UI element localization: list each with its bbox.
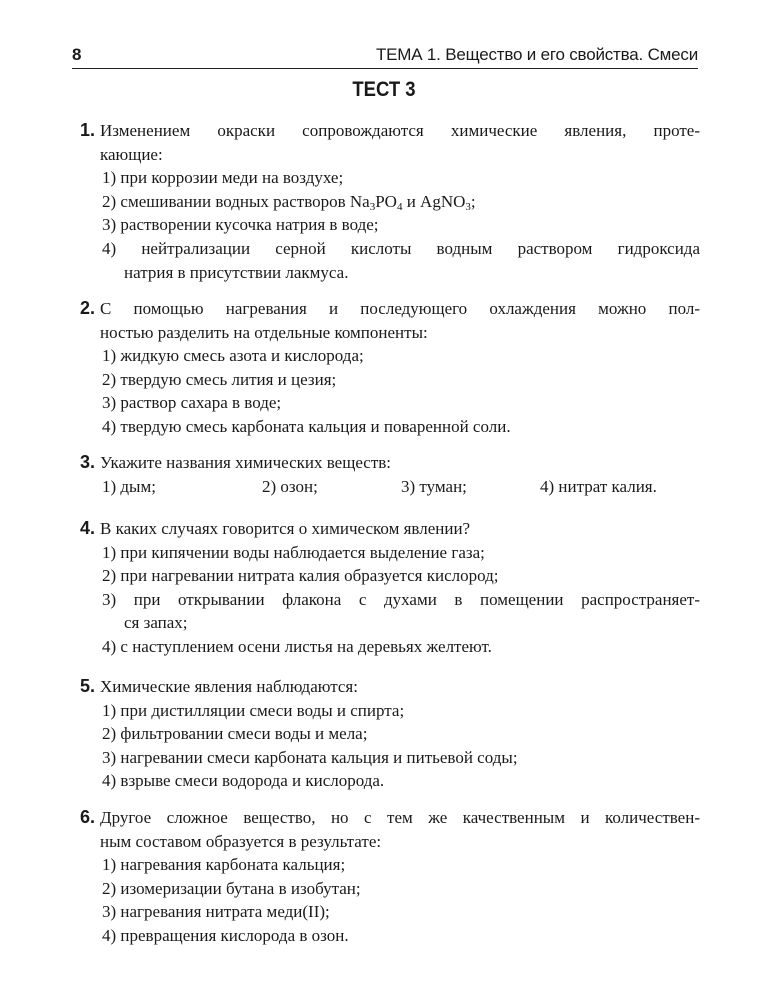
question-stem: Химические явления наблюдаются: — [100, 677, 358, 696]
answer-option: 4) нитрат калия. — [540, 476, 657, 496]
question-4 — [80, 517, 700, 659]
page-number: 8 — [72, 45, 82, 64]
running-title: ТЕМА 1. Вещество и его свойства. Смеси — [375, 45, 698, 64]
answer-option: 1) при дистилляции смеси воды и спирта; — [102, 700, 405, 720]
answer-option: 2) при нагревании нитрата калия образуется кислород; — [102, 566, 499, 586]
answer-option: 3) нагревании смеси карбоната кальция и питьевой соды; — [102, 747, 518, 767]
answer-option: 2) фильтровании смеси воды и мела; — [102, 724, 368, 744]
question-1 — [80, 119, 700, 284]
answer-option: 3) растворении кусочка натрия в воде; — [102, 215, 379, 235]
answer-option: 4) с наступлением осени листья на деревьях желтеют. — [102, 636, 492, 656]
answer-option: 3) при открывании флакона с духами в помещении распространяет- — [102, 589, 700, 609]
question-stem: Изменением окраски сопровождаются химические явления, проте- — [100, 121, 700, 140]
question-number: 6. — [80, 807, 96, 827]
question-3 — [80, 451, 700, 498]
answer-option: 3) нагревания нитрата меди(II); — [102, 902, 330, 922]
question-number: 1. — [80, 120, 96, 140]
answer-option: 4) нейтрализации серной кислоты водным раствором гидроксида — [102, 238, 700, 258]
answer-option: 2) твердую смесь лития и цезия; — [102, 369, 337, 389]
answer-option-formula: 2) смешивании водных растворов $Na_3PO_4$ и AgNO$_3$; — [102, 191, 476, 213]
page-header — [72, 40, 698, 69]
question-stem: В каких случаях говорится о химическом явлении? — [100, 519, 471, 538]
question-stem-continued: ным составом образуется в результате: — [100, 831, 382, 851]
answer-option: 1) нагревания карбоната кальция; — [102, 855, 346, 875]
answer-option-continued: натрия в присутствии лакмуса. — [124, 262, 349, 282]
question-stem-continued: ностью разделить на отдельные компоненты: — [100, 322, 428, 342]
question-5 — [80, 675, 700, 793]
answer-option: 4) взрыве смеси водорода и кислорода. — [102, 771, 385, 791]
answer-option: 4) твердую смесь карбоната кальция и поваренной соли. — [102, 416, 511, 436]
answer-option: 4) превращения кислорода в озон. — [102, 925, 349, 945]
test-title: ТЕСТ 3 — [352, 78, 416, 101]
answer-option: 1) при коррозии меди на воздухе; — [102, 168, 344, 188]
question-number: 3. — [80, 452, 96, 472]
question-number: 2. — [80, 298, 96, 318]
answer-option: 2) озон; — [262, 476, 318, 496]
question-number: 4. — [80, 518, 96, 538]
answer-option: 3) раствор сахара в воде; — [102, 393, 282, 413]
answer-option: 1) жидкую смесь азота и кислорода; — [102, 346, 364, 366]
answer-option: 1) при кипячении воды наблюдается выделение газа; — [102, 542, 485, 562]
question-2 — [80, 297, 700, 439]
question-number: 5. — [80, 676, 96, 696]
question-stem: Другое сложное вещество, но с тем же качественным и количествен- — [100, 808, 700, 827]
answer-option: 1) дым; — [102, 476, 156, 496]
question-stem: Укажите названия химических веществ: — [100, 453, 392, 472]
question-6 — [80, 806, 700, 948]
question-stem: С помощью нагревания и последующего охлаждения можно пол- — [100, 299, 700, 318]
answer-option: 2) изомеризации бутана в изобутан; — [102, 878, 361, 898]
answer-option-continued: ся запах; — [124, 613, 188, 633]
answer-option: 3) туман; — [401, 476, 467, 496]
question-stem-continued: кающие: — [100, 144, 163, 164]
